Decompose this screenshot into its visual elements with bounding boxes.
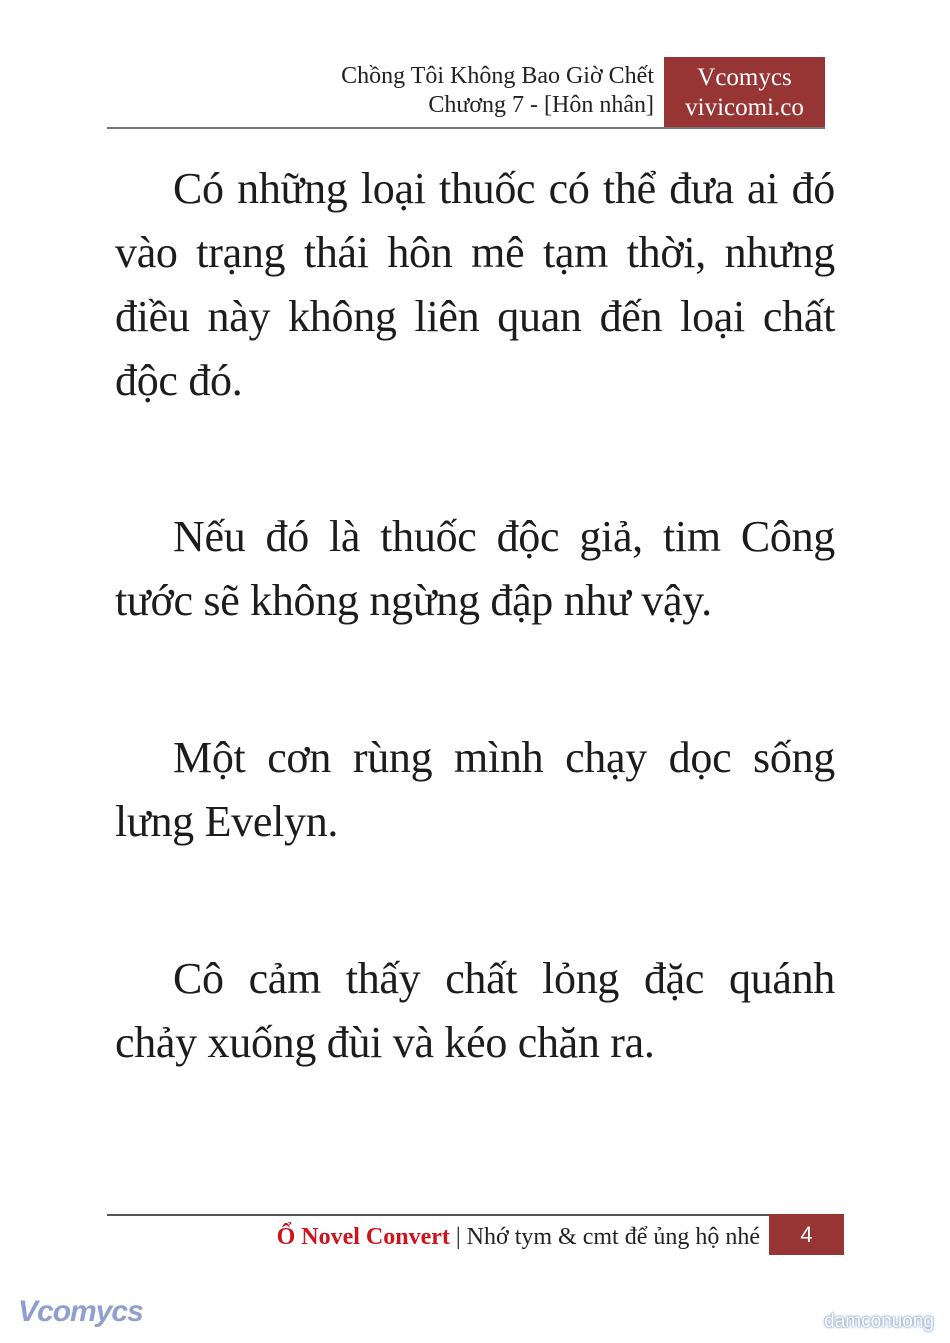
header-titles bbox=[341, 62, 654, 120]
footer-brand: Ổ Novel Convert bbox=[276, 1224, 450, 1250]
header-divider bbox=[107, 127, 825, 129]
chapter-title: Chương 7 - [Hôn nhân] bbox=[428, 92, 654, 118]
footer-separator: | bbox=[449, 1224, 467, 1250]
paragraph-text: Nếu đó là thuốc độc giả, tim Công tước sẽ không ngừng đập như vậy. bbox=[115, 512, 835, 625]
paragraph-1 bbox=[115, 157, 835, 413]
footer-text bbox=[277, 1222, 760, 1252]
badge-site-name: Vcomycs bbox=[697, 64, 792, 91]
paragraph-text: Có những loại thuốc có thể đưa ai đó vào trạng thái hôn mê tạm thời, nhưng điều này không liên quan đến loại chất độc đó. bbox=[115, 164, 835, 405]
book-title: Chồng Tôi Không Bao Giờ Chết bbox=[341, 63, 654, 89]
paragraph-text: Một cơn rùng mình chạy dọc sống lưng Evelyn. bbox=[115, 733, 835, 846]
footer-message: Nhớ tym & cmt để ủng hộ nhé bbox=[466, 1224, 760, 1250]
watermark-text-right: damconuong bbox=[824, 1311, 934, 1332]
watermark-logo-left: Vcomycs bbox=[18, 1295, 143, 1328]
paragraph-3 bbox=[115, 726, 835, 854]
badge-site-url: vivicomi.co bbox=[685, 94, 804, 121]
paragraph-text: Cô cảm thấy chất lỏng đặc quánh chảy xuống đùi và kéo chăn ra. bbox=[115, 954, 835, 1067]
paragraph-2 bbox=[115, 505, 835, 633]
site-badge bbox=[664, 57, 825, 127]
page-number: 4 bbox=[769, 1214, 844, 1255]
footer-divider bbox=[107, 1214, 844, 1216]
paragraph-4 bbox=[115, 947, 835, 1075]
